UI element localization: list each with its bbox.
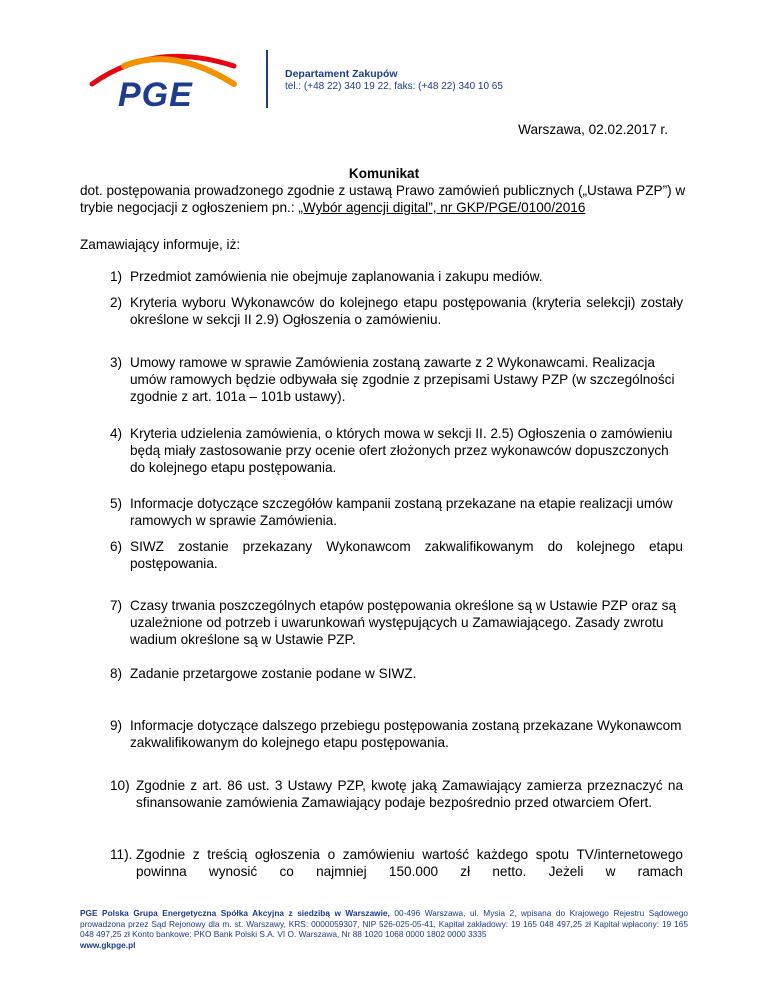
list-item	[110, 495, 683, 529]
list-item	[110, 294, 683, 328]
list-item	[110, 354, 683, 405]
list-item-text: SIWZ zostanie przekazany Wykonawcom zakwalifikowanym do kolejnego etapu postępowania.	[130, 539, 683, 571]
list-item	[110, 777, 683, 811]
document-subject	[80, 182, 692, 216]
department-name: Departament Zakupów	[285, 68, 398, 80]
list-item	[110, 597, 683, 648]
logo-text: PGE	[118, 76, 193, 114]
document-date: Warszawa, 02.02.2017 r.	[518, 122, 668, 137]
list-item-text: Informacje dotyczące dalszego przebiegu postępowania zostaną przekazane Wykonawcom zakwalifikowanym do kolejnego etapu postępowania.	[130, 718, 682, 750]
department-contact: tel.: (+48 22) 340 19 22, faks: (+48 22) 340 10 65	[285, 81, 503, 92]
list-item-text: Przedmiot zamówienia nie obejmuje zaplanowania i zakupu mediów.	[130, 269, 543, 284]
list-item	[110, 846, 683, 880]
page-footer	[80, 908, 688, 950]
list-item-text: Kryteria wyboru Wykonawców do kolejnego etapu postępowania (kryteria selekcji) zostały określone w sekcji II 2.9) Ogłoszenia o zamówieniu.	[130, 295, 683, 327]
header-divider	[266, 50, 268, 108]
subject-procurement-name: „Wybór agencji digital”, nr GKP/PGE/0100/2016	[298, 200, 586, 215]
list-item-text: Zgodnie z treścią ogłoszenia o zamówieniu wartość każdego spotu TV/internetowego powinna wynosić co najmniej 150.000 zł netto. Jeżeli w ramach	[136, 847, 683, 879]
list-item-text: Kryteria udzielenia zamówienia, o których mowa w sekcji II. 2.5) Ogłoszenia o zamówieniu będą miały zastosowanie przy ocenie ofert złożonych przez wykonawców dopuszczonych do kolejnego etapu postępowania.	[130, 426, 673, 475]
department-block	[285, 68, 503, 93]
pge-logo	[84, 44, 254, 116]
list-item-text: Umowy ramowe w sprawie Zamówienia zostaną zawarte z 2 Wykonawcami. Realizacja umów ramowych będzie odbywała się zgodnie z przepisami Ustawy PZP (w szczególności zgodnie z art. 101a – 101b ustawy).	[130, 355, 675, 404]
list-item	[110, 665, 683, 682]
subject-prefix: dot. postępowania prowadzonego zgodnie z ustawą Prawo zamówień publicznych („Ustawa PZP”) w trybie negocjacji z ogłoszeniem pn.:	[80, 183, 686, 215]
document-title: Komunikat	[348, 166, 420, 181]
list-item-text: Zadanie przetargowe zostanie podane w SIWZ.	[130, 666, 417, 681]
list-item-number: 4)	[110, 426, 123, 441]
list-item-number: 11).	[110, 847, 133, 862]
list-item-number: 5)	[110, 496, 123, 511]
list-item-number: 1)	[110, 269, 123, 284]
list-item	[110, 717, 683, 751]
list-item-number: 7)	[110, 598, 123, 613]
list-item-number: 6)	[110, 539, 123, 554]
list-item	[110, 268, 683, 285]
list-item-text: Informacje dotyczące szczegółów kampanii zostaną przekazane na etapie realizacji umów ramowych w sprawie Zamówienia.	[130, 496, 673, 528]
document-intro: Zamawiający informuje, iż:	[80, 237, 241, 252]
list-item-number: 2)	[110, 295, 123, 310]
list-item-number: 8)	[110, 666, 123, 681]
footer-company-details: 00-496 Warszawa, ul. Mysia 2, wpisana do Krajowego Rejestru Sądowego prowadzona przez Sąd Rejonowy dla m. st. Warszawy, KRS: 0000059307, NIP 526-025-05-41, Kapitał zakładowy: 19 165 048 497,25 zł Kapitał wpłacony: 19 165 048 497,25 zł Konto bankowe: PKO Bank Polski S.A. VI O. Warszawa, Nr 88 1020 1068 0000 1802 0000 3335	[80, 908, 688, 940]
footer-website-link[interactable]: www.gkpge.pl	[80, 939, 136, 950]
footer-company-name: PGE Polska Grupa Energetyczna Spółka Akcyjna z siedzibą w Warszawie,	[80, 908, 390, 918]
list-item-number: 10)	[110, 778, 130, 793]
list-item	[110, 538, 683, 572]
pge-arc-logo-icon	[84, 44, 254, 116]
list-item	[110, 425, 683, 476]
list-item-number: 3)	[110, 355, 123, 370]
list-item-text: Zgodnie z art. 86 ust. 3 Ustawy PZP, kwotę jaką Zamawiający zamierza przeznaczyć na sfinansowanie zamówienia Zamawiający podaje bezpośrednio przed otwarciem Ofert.	[136, 778, 683, 810]
list-item-text: Czasy trwania poszczególnych etapów postępowania określone są w Ustawie PZP oraz są uzależnione od potrzeb i uwarunkowań występujących u Zamawiającego. Zasady zwrotu wadium określone są w Ustawie PZP.	[130, 598, 677, 647]
list-item-number: 9)	[110, 718, 123, 733]
